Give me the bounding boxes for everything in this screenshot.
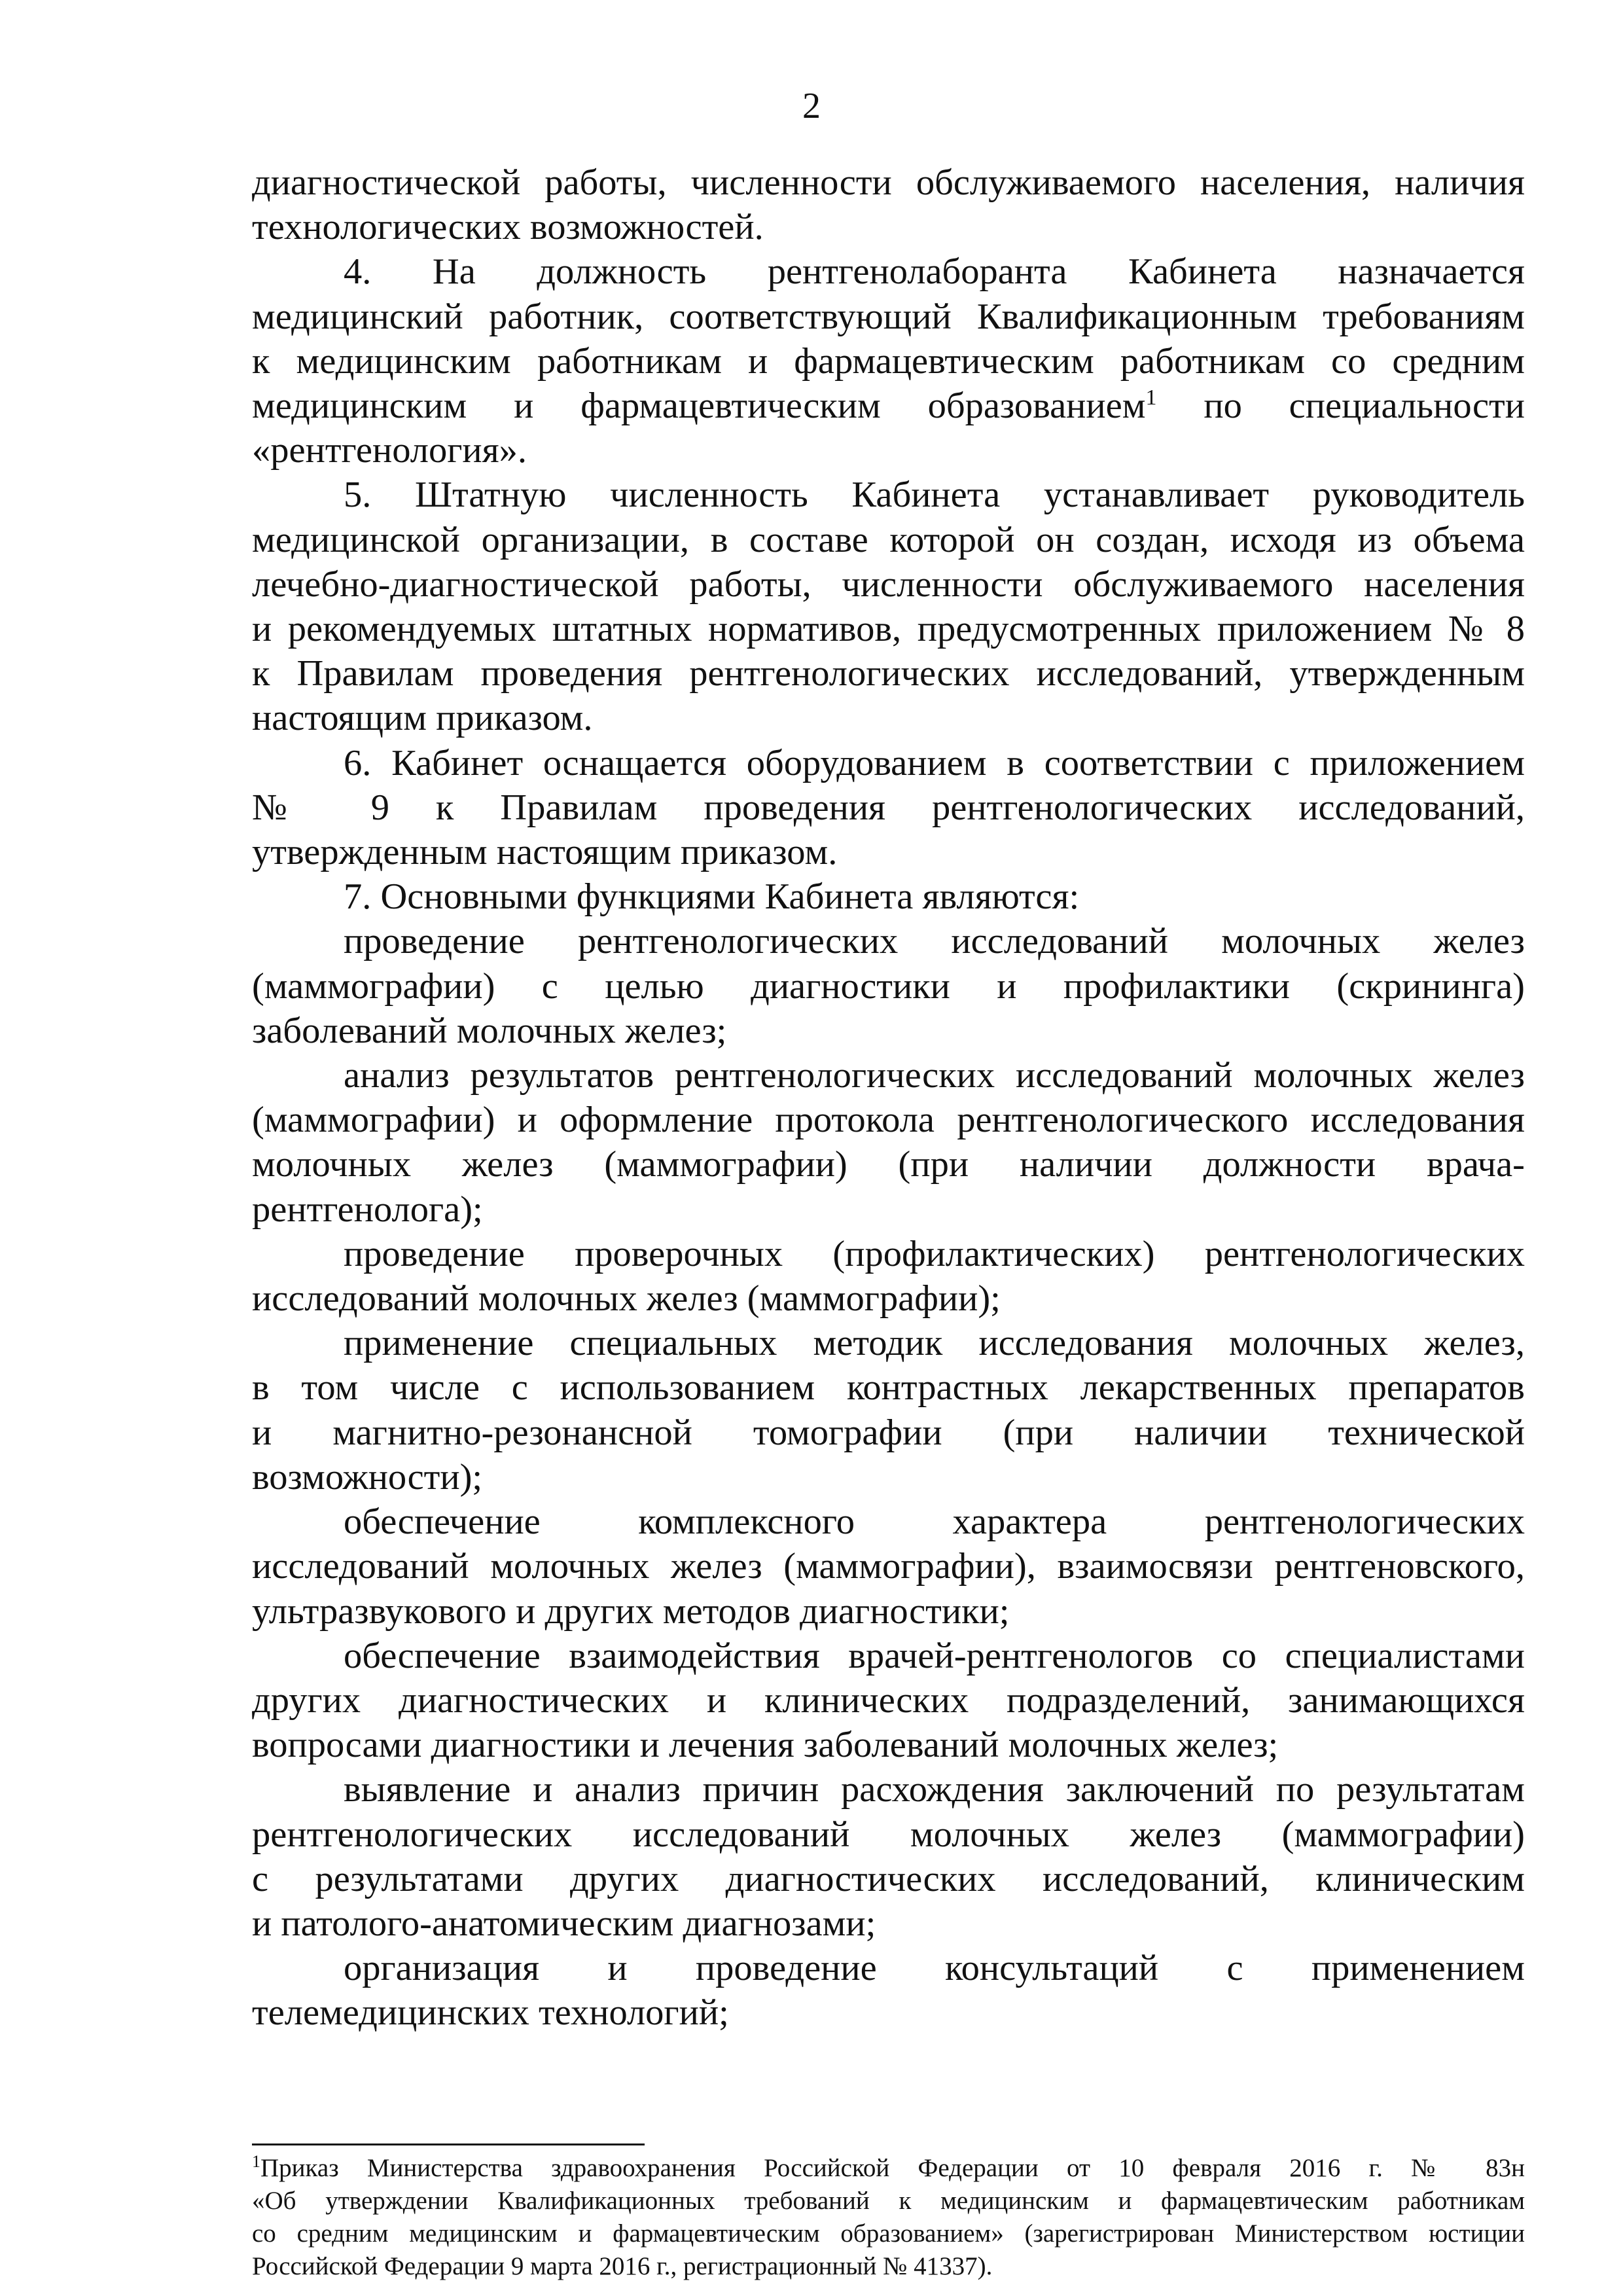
text-line <box>252 1946 1525 1990</box>
text-line-content: других диагностических и клинических подразделений, занимающихся <box>252 1679 1525 1721</box>
text-line-content: диагностической работы, численности обслуживаемого населения, наличия <box>252 162 1525 203</box>
text-line-content: и рекомендуемых штатных нормативов, предусмотренных приложением № 8 <box>252 609 1525 650</box>
text-line-content: заболеваний молочных желез; <box>252 1010 727 1051</box>
text-line <box>252 205 1525 249</box>
text-line-content: утвержденным настоящим приказом. <box>252 832 838 873</box>
footnote-reference: 1 <box>1145 386 1157 410</box>
text-line-content: телемедицинских технологий; <box>252 1992 729 2034</box>
text-line <box>252 1857 1525 1901</box>
text-line-content: настоящим приказом. <box>252 698 593 739</box>
text-line-content: с результатами других диагностических исследований, клиническим <box>252 1858 1525 1899</box>
text-line <box>252 1187 1525 1232</box>
text-line <box>252 1321 1525 1365</box>
text-line <box>252 295 1525 339</box>
text-line-content: организация и проведение консультаций с применением <box>344 1948 1525 1989</box>
text-line-content: обеспечение взаимодействия врачей-рентгенологов со специалистами <box>344 1635 1525 1676</box>
text-line <box>252 518 1525 562</box>
text-line <box>252 562 1525 607</box>
text-line-content: вопросами диагностики и лечения заболеваний молочных желез; <box>252 1725 1279 1766</box>
text-line-content: обеспечение комплексного характера рентгенологических <box>344 1501 1525 1543</box>
text-line <box>252 1053 1525 1098</box>
text-line-content: (маммографии) с целью диагностики и профилактики (скрининга) <box>252 965 1525 1007</box>
text-line-content: к медицинским работникам и фармацевтическим работникам со средним <box>252 340 1525 382</box>
text-line <box>252 1901 1525 1946</box>
text-line <box>252 651 1525 696</box>
text-line <box>252 1723 1525 1767</box>
text-line-content: проведение рентгенологических исследований молочных желез <box>344 921 1525 962</box>
text-line-content: и магнитно-резонансной томографии (при наличии технической <box>252 1412 1525 1453</box>
footnote-marker: 1 <box>252 2152 260 2171</box>
text-line-content: и патолого-анатомическим диагнозами; <box>252 1903 876 1944</box>
document-body <box>252 160 1525 2036</box>
text-line <box>252 160 1525 205</box>
footnote-line <box>252 2185 1525 2217</box>
text-line <box>252 1678 1525 1723</box>
text-line-content: в том числе с использованием контрастных лекарственных препаратов <box>252 1367 1525 1408</box>
text-line <box>252 1455 1525 1499</box>
text-line-content: возможности); <box>252 1456 483 1498</box>
text-line <box>252 874 1525 919</box>
text-line <box>252 964 1525 1009</box>
text-line-content: к Правилам проведения рентгенологических исследований, утвержденным <box>252 653 1525 694</box>
text-line <box>252 1589 1525 1634</box>
text-line-content: «рентгенология». <box>252 430 527 471</box>
footnote-line <box>252 2217 1525 2250</box>
footnote-text: Приказ Министерства здравоохранения Российской Федерации от 10 февраля 2016 г. № 83н <box>260 2154 1525 2182</box>
text-line-content: исследований молочных желез (маммографии), взаимосвязи рентгеновского, <box>252 1546 1525 1587</box>
text-line-continuation: по специальности <box>1156 386 1525 427</box>
text-line <box>252 428 1525 473</box>
text-line-content: применение специальных методик исследования молочных желез, <box>344 1323 1525 1364</box>
text-line <box>252 696 1525 740</box>
text-line <box>252 1009 1525 1053</box>
text-line-content: рентгенолога); <box>252 1189 483 1230</box>
text-line <box>252 1767 1525 1812</box>
text-line <box>252 249 1525 294</box>
text-line-content: лечебно-диагностической работы, численности обслуживаемого населения <box>252 564 1525 605</box>
text-line-content: выявление и анализ причин расхождения заключений по результатам <box>344 1769 1525 1810</box>
text-line-content: анализ результатов рентгенологических исследований молочных желез <box>344 1055 1525 1096</box>
text-line <box>252 1634 1525 1678</box>
text-line-content: 4. На должность рентгенолаборанта Кабинета назначается <box>344 251 1525 293</box>
text-line-content: ультразвукового и других методов диагностики; <box>252 1590 1010 1632</box>
text-line <box>252 741 1525 785</box>
footnote-text: со средним медицинским и фармацевтическим образованием» (зарегистрирован Министерством юстиции <box>252 2219 1525 2248</box>
text-line <box>252 1276 1525 1321</box>
text-line-content: медицинской организации, в составе которой он создан, исходя из объема <box>252 519 1525 560</box>
text-line-content: 6. Кабинет оснащается оборудованием в соответствии с приложением <box>344 742 1525 783</box>
text-line <box>252 1990 1525 2035</box>
text-line <box>252 1499 1525 1544</box>
text-line <box>252 473 1525 517</box>
text-line <box>252 1410 1525 1455</box>
text-line-content: технологических возможностей. <box>252 207 764 248</box>
text-line <box>252 384 1525 428</box>
text-line-content: медицинским и фармацевтическим образованием <box>252 386 1146 427</box>
footnote-line <box>252 2250 1525 2283</box>
text-line-content: 7. Основными функциями Кабинета являются: <box>344 876 1080 918</box>
text-line <box>252 1544 1525 1588</box>
text-line <box>252 785 1525 830</box>
page-number: 2 <box>802 86 821 126</box>
text-line <box>252 339 1525 384</box>
text-line <box>252 1142 1525 1187</box>
text-line <box>252 1232 1525 1276</box>
text-line <box>252 830 1525 874</box>
footnote-text: Российской Федерации 9 марта 2016 г., регистрационный № 41337). <box>252 2252 993 2280</box>
text-line <box>252 607 1525 651</box>
text-line <box>252 1098 1525 1142</box>
text-line-content: проведение проверочных (профилактических) рентгенологических <box>344 1233 1525 1274</box>
footnote <box>252 2152 1525 2283</box>
text-line-content: исследований молочных желез (маммографии); <box>252 1278 1001 1319</box>
text-line <box>252 1365 1525 1410</box>
text-line-content: рентгенологических исследований молочных желез (маммографии) <box>252 1814 1525 1855</box>
text-line <box>252 919 1525 963</box>
footnote-text: «Об утверждении Квалификационных требований к медицинским и фармацевтическим работникам <box>252 2187 1525 2215</box>
footnote-divider <box>252 2144 645 2145</box>
text-line-content: 5. Штатную численность Кабинета устанавливает руководитель <box>344 475 1525 516</box>
footnote-line <box>252 2152 1525 2185</box>
text-line-content: № 9 к Правилам проведения рентгенологических исследований, <box>252 787 1525 828</box>
text-line <box>252 1812 1525 1857</box>
text-line-content: молочных желез (маммографии) (при наличии должности врача- <box>252 1144 1525 1185</box>
text-line-content: (маммографии) и оформление протокола рентгенологического исследования <box>252 1100 1525 1141</box>
text-line-content: медицинский работник, соответствующий Квалификационным требованиям <box>252 296 1525 337</box>
